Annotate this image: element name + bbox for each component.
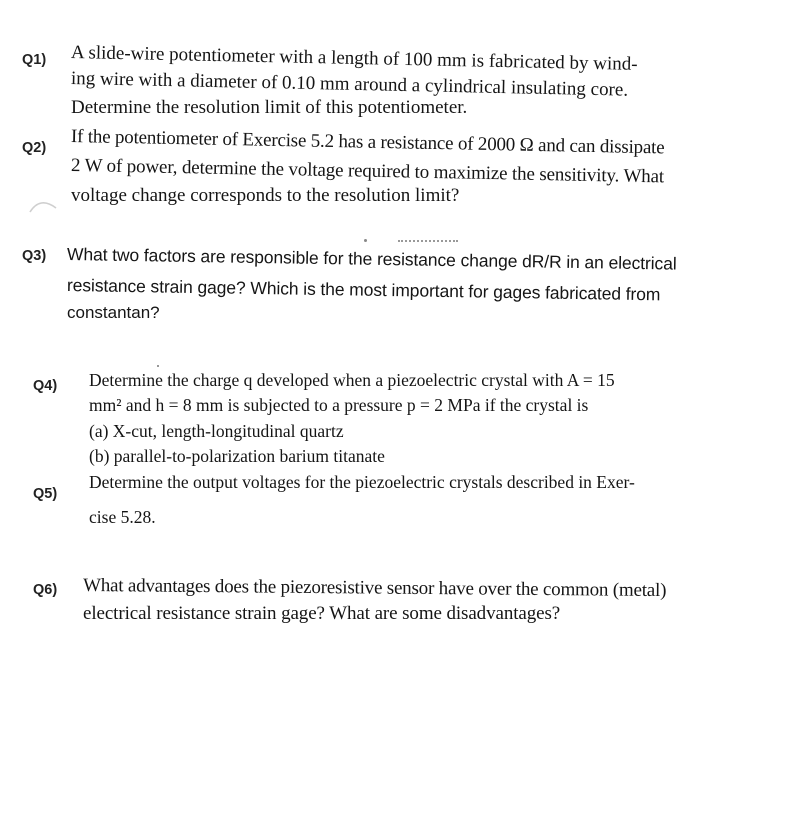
question-text-line: What advantages does the piezoresistive sensor have over the common (metal) (82, 575, 667, 602)
question-text-line: Determine the charge q developed when a piezoelectric crystal with A = 15 (89, 370, 615, 390)
question-label: Q6) (33, 582, 58, 598)
question-text-line: A slide-wire potentiometer with a length of 100 mm is fabricated by wind- (70, 42, 638, 75)
scan-speck (398, 240, 458, 243)
question-text-line: mm² and h = 8 mm is subjected to a pressure p = 2 MPa if the crystal is (89, 395, 589, 415)
question-label: Q4) (33, 378, 58, 394)
question-text-line: constantan? (67, 303, 160, 322)
question-label: Q2) (22, 140, 47, 156)
question-text-line: (b) parallel-to-polarization barium titanate (89, 446, 385, 466)
pencil-mark (26, 190, 66, 218)
scan-speck (364, 239, 367, 242)
question-text-line: Determine the resolution limit of this potentiometer. (71, 97, 468, 118)
question-text-line: ing wire with a diameter of 0.10 mm around a cylindrical insulating core. (70, 68, 629, 101)
question-text-line: If the potentiometer of Exercise 5.2 has a resistance of 2000 Ω and can dissipate (70, 126, 665, 159)
question-text-line: resistance strain gage? Which is the most important for gages fabricated from (66, 275, 661, 305)
scan-speck (157, 365, 159, 367)
question-text-line: What two factors are responsible for the resistance change dR/R in an electrical (66, 244, 677, 274)
question-text-line: Determine the output voltages for the piezoelectric crystals described in Exer- (89, 472, 635, 492)
question-text-line: cise 5.28. (89, 507, 156, 527)
question-text-line: (a) X-cut, length-longitudinal quartz (89, 421, 344, 441)
question-text-line: voltage change corresponds to the resolution limit? (71, 185, 460, 206)
question-label: Q5) (33, 486, 58, 502)
question-text-line: electrical resistance strain gage? What are some disadvantages? (83, 603, 561, 624)
question-text-line: 2 W of power, determine the voltage required to maximize the sensitivity. What (70, 155, 665, 188)
question-label: Q3) (22, 248, 47, 264)
question-label: Q1) (22, 52, 47, 68)
